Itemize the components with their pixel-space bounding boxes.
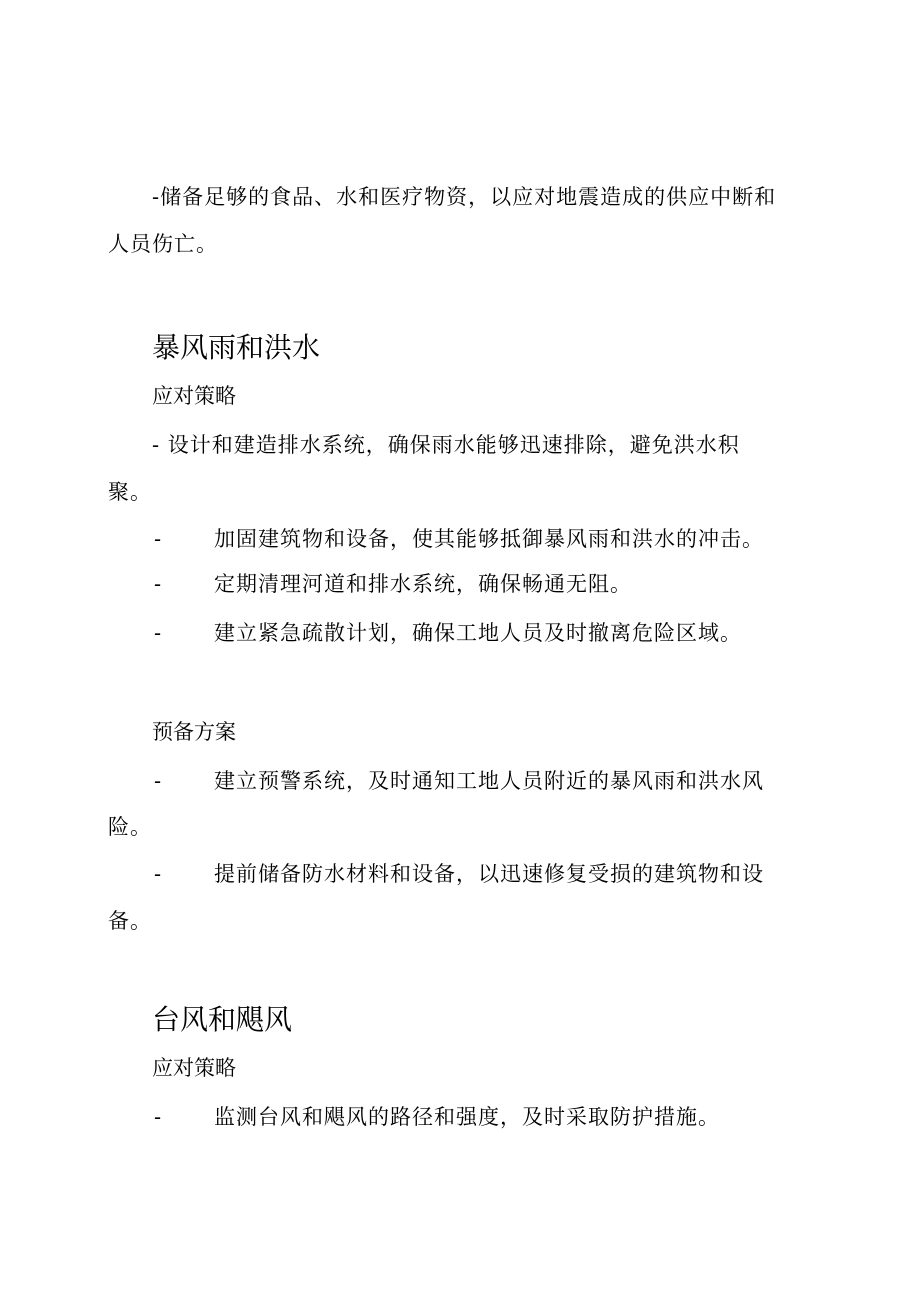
storm-strategy-item-2: 加固建筑物和设备，使其能够抵御暴风雨和洪水的冲击。: [214, 527, 764, 551]
storm-backup-item-1-line-1: 建立预警系统，及时通知工地人员附近的暴风雨和洪水风: [214, 769, 764, 793]
typhoon-strategy-heading: 应对策略: [152, 1056, 236, 1080]
storm-strategy-item-4: 建立紧急疏散计划，确保工地人员及时撤离危险区域。: [214, 621, 742, 645]
list-dash: -: [154, 621, 162, 645]
storm-backup-heading: 预备方案: [152, 720, 236, 744]
storm-backup-item-2-line-2: 备。: [108, 909, 152, 933]
intro-line-1: -储备足够的食品、水和医疗物资，以应对地震造成的供应中断和: [152, 185, 777, 209]
list-dash: -: [154, 862, 162, 886]
storm-strategy-item-1-line-2: 聚。: [108, 480, 152, 504]
list-dash: -: [154, 769, 162, 793]
typhoon-strategy-item-1: 监测台风和飓风的路径和强度，及时采取防护措施。: [214, 1105, 720, 1129]
storm-strategy-item-1-line-1: - 设计和建造排水系统，确保雨水能够迅速排除，避免洪水积: [152, 433, 740, 457]
list-dash: -: [154, 572, 162, 596]
list-dash: -: [154, 1105, 162, 1129]
storm-strategy-item-3: 定期清理河道和排水系统，确保畅通无阻。: [214, 572, 632, 596]
storm-backup-item-1-line-2: 险。: [108, 815, 152, 839]
section-title-typhoon: 台风和飓风: [152, 1003, 293, 1036]
storm-strategy-heading: 应对策略: [152, 384, 236, 408]
intro-line-2: 人员伤亡。: [108, 232, 218, 256]
storm-backup-item-2-line-1: 提前储备防水材料和设备，以迅速修复受损的建筑物和设: [214, 862, 764, 886]
list-dash: -: [154, 527, 162, 551]
section-title-storm: 暴风雨和洪水: [152, 331, 321, 364]
